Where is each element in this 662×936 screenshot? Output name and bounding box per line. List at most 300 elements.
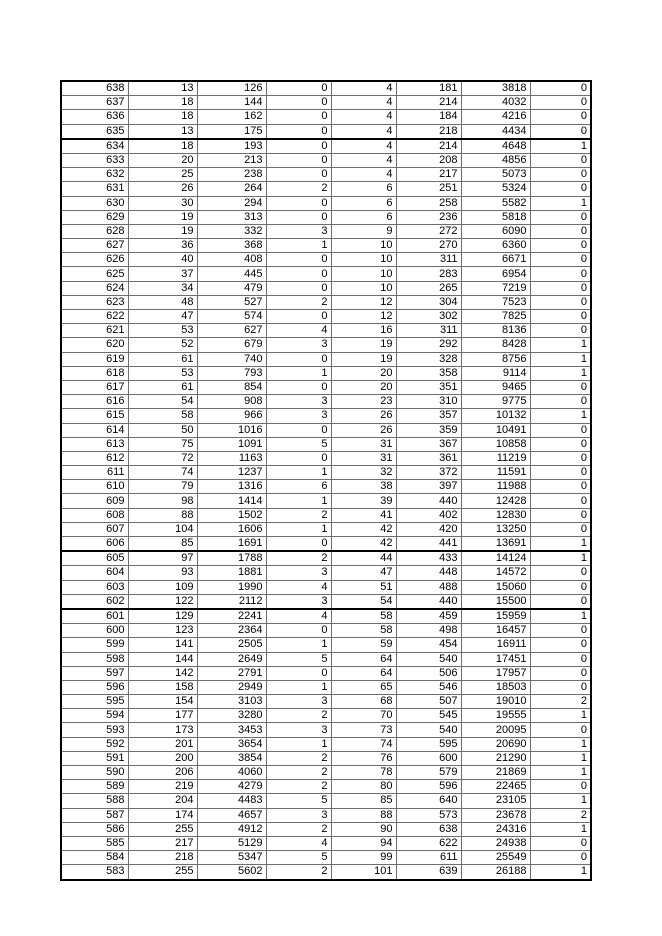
table-cell[interactable]: 1 xyxy=(530,609,591,624)
table-cell[interactable]: 0 xyxy=(530,723,591,737)
table-cell[interactable]: 620 xyxy=(61,338,128,352)
table-cell[interactable]: 26 xyxy=(331,409,396,423)
table-cell[interactable]: 58 xyxy=(128,409,197,423)
table-cell[interactable]: 1 xyxy=(530,551,591,566)
table-cell[interactable]: 479 xyxy=(197,281,266,295)
table-cell[interactable]: 1 xyxy=(530,366,591,380)
table-cell[interactable]: 7523 xyxy=(461,295,530,309)
table-cell[interactable]: 44 xyxy=(331,551,396,566)
table-cell[interactable]: 144 xyxy=(128,652,197,666)
table-cell[interactable]: 14124 xyxy=(461,551,530,566)
table-cell[interactable]: 583 xyxy=(61,865,128,880)
table-cell[interactable]: 3 xyxy=(266,695,331,709)
table-cell[interactable]: 2 xyxy=(266,766,331,780)
table-cell[interactable]: 13 xyxy=(128,81,197,96)
table-cell[interactable]: 636 xyxy=(61,110,128,124)
table-cell[interactable]: 2 xyxy=(266,709,331,723)
table-cell[interactable]: 459 xyxy=(396,609,461,624)
table-cell[interactable]: 4 xyxy=(331,124,396,139)
table-cell[interactable]: 1016 xyxy=(197,423,266,437)
table-cell[interactable]: 174 xyxy=(128,808,197,822)
table-cell[interactable]: 440 xyxy=(396,494,461,508)
table-cell[interactable]: 1 xyxy=(530,537,591,552)
table-cell[interactable]: 68 xyxy=(331,695,396,709)
table-cell[interactable]: 78 xyxy=(331,766,396,780)
table-cell[interactable]: 3 xyxy=(266,723,331,737)
table-cell[interactable]: 614 xyxy=(61,423,128,437)
table-cell[interactable]: 11988 xyxy=(461,480,530,494)
table-cell[interactable]: 310 xyxy=(396,395,461,409)
table-cell[interactable]: 123 xyxy=(128,624,197,638)
table-cell[interactable]: 0 xyxy=(266,168,331,182)
table-cell[interactable]: 440 xyxy=(396,594,461,609)
table-cell[interactable]: 0 xyxy=(530,480,591,494)
table-cell[interactable]: 88 xyxy=(331,808,396,822)
table-cell[interactable]: 6 xyxy=(331,182,396,196)
table-cell[interactable]: 0 xyxy=(530,851,591,865)
table-cell[interactable]: 26188 xyxy=(461,865,530,880)
table-cell[interactable]: 73 xyxy=(331,723,396,737)
table-cell[interactable]: 2364 xyxy=(197,624,266,638)
table-cell[interactable]: 2241 xyxy=(197,609,266,624)
table-cell[interactable]: 2505 xyxy=(197,638,266,652)
table-cell[interactable]: 1 xyxy=(530,196,591,210)
table-cell[interactable]: 2 xyxy=(266,508,331,522)
table-cell[interactable]: 30 xyxy=(128,196,197,210)
table-cell[interactable]: 13691 xyxy=(461,537,530,552)
table-cell[interactable]: 4 xyxy=(266,580,331,594)
table-cell[interactable]: 625 xyxy=(61,267,128,281)
table-cell[interactable]: 6 xyxy=(331,210,396,224)
table-cell[interactable]: 628 xyxy=(61,224,128,238)
table-cell[interactable]: 20 xyxy=(128,153,197,167)
table-cell[interactable]: 154 xyxy=(128,695,197,709)
table-cell[interactable]: 23678 xyxy=(461,808,530,822)
table-cell[interactable]: 1316 xyxy=(197,480,266,494)
table-cell[interactable]: 585 xyxy=(61,836,128,850)
table-cell[interactable]: 618 xyxy=(61,366,128,380)
table-cell[interactable]: 4 xyxy=(266,324,331,338)
table-cell[interactable]: 31 xyxy=(331,451,396,465)
table-cell[interactable]: 621 xyxy=(61,324,128,338)
table-cell[interactable]: 302 xyxy=(396,310,461,324)
table-cell[interactable]: 265 xyxy=(396,281,461,295)
table-cell[interactable]: 0 xyxy=(266,110,331,124)
table-cell[interactable]: 25549 xyxy=(461,851,530,865)
table-cell[interactable]: 0 xyxy=(530,666,591,680)
table-cell[interactable]: 358 xyxy=(396,366,461,380)
table-cell[interactable]: 19 xyxy=(128,224,197,238)
table-cell[interactable]: 4657 xyxy=(197,808,266,822)
table-cell[interactable]: 1237 xyxy=(197,466,266,480)
table-cell[interactable]: 1 xyxy=(266,466,331,480)
table-cell[interactable]: 0 xyxy=(266,281,331,295)
table-cell[interactable]: 85 xyxy=(128,537,197,552)
table-cell[interactable]: 214 xyxy=(396,96,461,110)
table-cell[interactable]: 0 xyxy=(530,253,591,267)
table-cell[interactable]: 0 xyxy=(266,153,331,167)
table-cell[interactable]: 1 xyxy=(530,865,591,880)
table-cell[interactable]: 0 xyxy=(530,182,591,196)
table-cell[interactable]: 1 xyxy=(530,709,591,723)
table-cell[interactable]: 0 xyxy=(530,310,591,324)
table-cell[interactable]: 7219 xyxy=(461,281,530,295)
table-cell[interactable]: 679 xyxy=(197,338,266,352)
table-cell[interactable]: 0 xyxy=(530,624,591,638)
table-cell[interactable]: 527 xyxy=(197,295,266,309)
table-cell[interactable]: 4060 xyxy=(197,766,266,780)
table-cell[interactable]: 854 xyxy=(197,380,266,394)
table-cell[interactable]: 1 xyxy=(266,680,331,694)
table-cell[interactable]: 441 xyxy=(396,537,461,552)
table-cell[interactable]: 12 xyxy=(331,295,396,309)
table-cell[interactable]: 1163 xyxy=(197,451,266,465)
table-cell[interactable]: 1091 xyxy=(197,437,266,451)
table-cell[interactable]: 1 xyxy=(266,522,331,536)
table-cell[interactable]: 10 xyxy=(331,281,396,295)
table-cell[interactable]: 42 xyxy=(331,522,396,536)
table-cell[interactable]: 64 xyxy=(331,666,396,680)
table-cell[interactable]: 5129 xyxy=(197,836,266,850)
table-cell[interactable]: 1881 xyxy=(197,566,266,580)
table-cell[interactable]: 4434 xyxy=(461,124,530,139)
table-cell[interactable]: 24316 xyxy=(461,822,530,836)
table-cell[interactable]: 74 xyxy=(128,466,197,480)
table-cell[interactable]: 50 xyxy=(128,423,197,437)
table-cell[interactable]: 292 xyxy=(396,338,461,352)
table-cell[interactable]: 98 xyxy=(128,494,197,508)
table-cell[interactable]: 596 xyxy=(396,780,461,794)
table-cell[interactable]: 4 xyxy=(331,168,396,182)
table-cell[interactable]: 0 xyxy=(530,638,591,652)
table-cell[interactable]: 589 xyxy=(61,780,128,794)
table-cell[interactable]: 966 xyxy=(197,409,266,423)
table-cell[interactable]: 20690 xyxy=(461,737,530,751)
table-cell[interactable]: 26 xyxy=(128,182,197,196)
table-cell[interactable]: 634 xyxy=(61,139,128,154)
table-cell[interactable]: 1 xyxy=(530,409,591,423)
table-cell[interactable]: 4032 xyxy=(461,96,530,110)
table-cell[interactable]: 16457 xyxy=(461,624,530,638)
table-cell[interactable]: 201 xyxy=(128,737,197,751)
table-cell[interactable]: 611 xyxy=(396,851,461,865)
table-cell[interactable]: 368 xyxy=(197,239,266,253)
table-cell[interactable]: 627 xyxy=(197,324,266,338)
table-cell[interactable]: 488 xyxy=(396,580,461,594)
table-cell[interactable]: 16 xyxy=(331,324,396,338)
table-cell[interactable]: 0 xyxy=(530,680,591,694)
table-cell[interactable]: 6090 xyxy=(461,224,530,238)
table-cell[interactable]: 51 xyxy=(331,580,396,594)
table-cell[interactable]: 20 xyxy=(331,366,396,380)
table-cell[interactable]: 908 xyxy=(197,395,266,409)
table-cell[interactable]: 236 xyxy=(396,210,461,224)
table-cell[interactable]: 11219 xyxy=(461,451,530,465)
table-cell[interactable]: 40 xyxy=(128,253,197,267)
table-cell[interactable]: 2 xyxy=(266,295,331,309)
table-cell[interactable]: 0 xyxy=(530,423,591,437)
table-cell[interactable]: 0 xyxy=(266,210,331,224)
table-cell[interactable]: 93 xyxy=(128,566,197,580)
table-cell[interactable]: 397 xyxy=(396,480,461,494)
table-cell[interactable]: 47 xyxy=(331,566,396,580)
table-cell[interactable]: 15060 xyxy=(461,580,530,594)
table-cell[interactable]: 218 xyxy=(396,124,461,139)
table-cell[interactable]: 311 xyxy=(396,253,461,267)
table-cell[interactable]: 1788 xyxy=(197,551,266,566)
table-cell[interactable]: 0 xyxy=(266,537,331,552)
table-cell[interactable]: 607 xyxy=(61,522,128,536)
table-cell[interactable]: 402 xyxy=(396,508,461,522)
table-cell[interactable]: 104 xyxy=(128,522,197,536)
table-cell[interactable]: 599 xyxy=(61,638,128,652)
table-cell[interactable]: 5 xyxy=(266,652,331,666)
table-cell[interactable]: 623 xyxy=(61,295,128,309)
table-cell[interactable]: 34 xyxy=(128,281,197,295)
table-cell[interactable]: 2 xyxy=(266,182,331,196)
table-cell[interactable]: 9465 xyxy=(461,380,530,394)
table-cell[interactable]: 609 xyxy=(61,494,128,508)
table-cell[interactable]: 1 xyxy=(266,239,331,253)
table-cell[interactable]: 200 xyxy=(128,751,197,765)
table-cell[interactable]: 0 xyxy=(530,508,591,522)
table-cell[interactable]: 408 xyxy=(197,253,266,267)
table-cell[interactable]: 2 xyxy=(266,780,331,794)
table-cell[interactable]: 21290 xyxy=(461,751,530,765)
table-cell[interactable]: 304 xyxy=(396,295,461,309)
table-cell[interactable]: 206 xyxy=(128,766,197,780)
table-cell[interactable]: 214 xyxy=(396,139,461,154)
table-cell[interactable]: 4 xyxy=(331,153,396,167)
table-cell[interactable]: 615 xyxy=(61,409,128,423)
table-cell[interactable]: 0 xyxy=(266,380,331,394)
table-cell[interactable]: 351 xyxy=(396,380,461,394)
table-cell[interactable]: 1 xyxy=(266,638,331,652)
table-cell[interactable]: 635 xyxy=(61,124,128,139)
table-cell[interactable]: 622 xyxy=(396,836,461,850)
table-cell[interactable]: 270 xyxy=(396,239,461,253)
table-cell[interactable]: 238 xyxy=(197,168,266,182)
table-cell[interactable]: 1 xyxy=(530,352,591,366)
table-cell[interactable]: 12830 xyxy=(461,508,530,522)
table-cell[interactable]: 3 xyxy=(266,338,331,352)
table-cell[interactable]: 97 xyxy=(128,551,197,566)
table-cell[interactable]: 0 xyxy=(530,81,591,96)
table-cell[interactable]: 80 xyxy=(331,780,396,794)
table-cell[interactable]: 4 xyxy=(266,836,331,850)
table-cell[interactable]: 193 xyxy=(197,139,266,154)
table-cell[interactable]: 640 xyxy=(396,794,461,808)
table-cell[interactable]: 6 xyxy=(331,196,396,210)
table-cell[interactable]: 272 xyxy=(396,224,461,238)
table-cell[interactable]: 22465 xyxy=(461,780,530,794)
table-cell[interactable]: 601 xyxy=(61,609,128,624)
table-cell[interactable]: 4 xyxy=(331,110,396,124)
table-cell[interactable]: 18 xyxy=(128,96,197,110)
table-cell[interactable]: 173 xyxy=(128,723,197,737)
table-cell[interactable]: 0 xyxy=(530,652,591,666)
table-cell[interactable]: 0 xyxy=(530,224,591,238)
table-cell[interactable]: 592 xyxy=(61,737,128,751)
table-cell[interactable]: 13 xyxy=(128,124,197,139)
table-cell[interactable]: 0 xyxy=(530,522,591,536)
table-cell[interactable]: 0 xyxy=(530,324,591,338)
table-cell[interactable]: 54 xyxy=(128,395,197,409)
table-cell[interactable]: 3 xyxy=(266,566,331,580)
table-cell[interactable]: 1 xyxy=(530,338,591,352)
table-cell[interactable]: 584 xyxy=(61,851,128,865)
table-cell[interactable]: 617 xyxy=(61,380,128,394)
table-cell[interactable]: 0 xyxy=(530,295,591,309)
table-cell[interactable]: 361 xyxy=(396,451,461,465)
table-cell[interactable]: 75 xyxy=(128,437,197,451)
table-cell[interactable]: 4 xyxy=(266,609,331,624)
table-cell[interactable]: 5347 xyxy=(197,851,266,865)
table-cell[interactable]: 8428 xyxy=(461,338,530,352)
table-cell[interactable]: 0 xyxy=(266,81,331,96)
table-cell[interactable]: 181 xyxy=(396,81,461,96)
table-cell[interactable]: 328 xyxy=(396,352,461,366)
table-cell[interactable]: 37 xyxy=(128,267,197,281)
table-cell[interactable]: 7825 xyxy=(461,310,530,324)
table-cell[interactable]: 15959 xyxy=(461,609,530,624)
table-cell[interactable]: 605 xyxy=(61,551,128,566)
table-cell[interactable]: 251 xyxy=(396,182,461,196)
table-cell[interactable]: 142 xyxy=(128,666,197,680)
table-cell[interactable]: 619 xyxy=(61,352,128,366)
table-cell[interactable]: 218 xyxy=(128,851,197,865)
table-cell[interactable]: 0 xyxy=(530,780,591,794)
table-cell[interactable]: 52 xyxy=(128,338,197,352)
table-cell[interactable]: 0 xyxy=(266,352,331,366)
table-cell[interactable]: 53 xyxy=(128,366,197,380)
table-cell[interactable]: 602 xyxy=(61,594,128,609)
table-cell[interactable]: 629 xyxy=(61,210,128,224)
table-cell[interactable]: 600 xyxy=(396,751,461,765)
table-cell[interactable]: 603 xyxy=(61,580,128,594)
table-cell[interactable]: 5324 xyxy=(461,182,530,196)
table-cell[interactable]: 217 xyxy=(128,836,197,850)
table-cell[interactable]: 632 xyxy=(61,168,128,182)
table-cell[interactable]: 4216 xyxy=(461,110,530,124)
table-cell[interactable]: 0 xyxy=(530,594,591,609)
table-cell[interactable]: 595 xyxy=(61,695,128,709)
table-cell[interactable]: 264 xyxy=(197,182,266,196)
table-cell[interactable]: 1 xyxy=(266,737,331,751)
table-cell[interactable]: 332 xyxy=(197,224,266,238)
table-cell[interactable]: 0 xyxy=(530,494,591,508)
table-cell[interactable]: 0 xyxy=(266,624,331,638)
table-cell[interactable]: 3 xyxy=(266,594,331,609)
table-cell[interactable]: 94 xyxy=(331,836,396,850)
table-cell[interactable]: 638 xyxy=(396,822,461,836)
table-cell[interactable]: 144 xyxy=(197,96,266,110)
table-cell[interactable]: 90 xyxy=(331,822,396,836)
table-cell[interactable]: 793 xyxy=(197,366,266,380)
table-cell[interactable]: 31 xyxy=(331,437,396,451)
table-cell[interactable]: 3854 xyxy=(197,751,266,765)
table-cell[interactable]: 10 xyxy=(331,239,396,253)
table-cell[interactable]: 588 xyxy=(61,794,128,808)
table-cell[interactable]: 19 xyxy=(331,338,396,352)
table-cell[interactable]: 141 xyxy=(128,638,197,652)
table-cell[interactable]: 546 xyxy=(396,680,461,694)
table-cell[interactable]: 258 xyxy=(396,196,461,210)
table-cell[interactable]: 184 xyxy=(396,110,461,124)
table-cell[interactable]: 540 xyxy=(396,723,461,737)
table-cell[interactable]: 1502 xyxy=(197,508,266,522)
table-cell[interactable]: 357 xyxy=(396,409,461,423)
table-cell[interactable]: 616 xyxy=(61,395,128,409)
table-cell[interactable]: 0 xyxy=(530,239,591,253)
table-cell[interactable]: 23 xyxy=(331,395,396,409)
table-cell[interactable]: 13250 xyxy=(461,522,530,536)
table-cell[interactable]: 0 xyxy=(266,96,331,110)
table-cell[interactable]: 6954 xyxy=(461,267,530,281)
table-cell[interactable]: 0 xyxy=(530,110,591,124)
table-cell[interactable]: 217 xyxy=(396,168,461,182)
table-cell[interactable]: 593 xyxy=(61,723,128,737)
table-cell[interactable]: 1 xyxy=(266,366,331,380)
table-cell[interactable]: 612 xyxy=(61,451,128,465)
table-cell[interactable]: 255 xyxy=(128,822,197,836)
table-cell[interactable]: 1691 xyxy=(197,537,266,552)
table-cell[interactable]: 9775 xyxy=(461,395,530,409)
table-cell[interactable]: 1414 xyxy=(197,494,266,508)
table-cell[interactable]: 0 xyxy=(530,437,591,451)
table-cell[interactable]: 4912 xyxy=(197,822,266,836)
table-cell[interactable]: 606 xyxy=(61,537,128,552)
table-cell[interactable]: 99 xyxy=(331,851,396,865)
table-cell[interactable]: 19 xyxy=(331,352,396,366)
table-cell[interactable]: 3453 xyxy=(197,723,266,737)
table-cell[interactable]: 595 xyxy=(396,737,461,751)
table-cell[interactable]: 18 xyxy=(128,110,197,124)
table-cell[interactable]: 2949 xyxy=(197,680,266,694)
table-cell[interactable]: 507 xyxy=(396,695,461,709)
table-cell[interactable]: 204 xyxy=(128,794,197,808)
table-cell[interactable]: 372 xyxy=(396,466,461,480)
table-cell[interactable]: 32 xyxy=(331,466,396,480)
table-cell[interactable]: 608 xyxy=(61,508,128,522)
table-cell[interactable]: 3 xyxy=(266,409,331,423)
table-cell[interactable]: 88 xyxy=(128,508,197,522)
table-cell[interactable]: 637 xyxy=(61,96,128,110)
table-cell[interactable]: 0 xyxy=(530,451,591,465)
table-cell[interactable]: 624 xyxy=(61,281,128,295)
table-cell[interactable]: 11591 xyxy=(461,466,530,480)
table-cell[interactable]: 294 xyxy=(197,196,266,210)
table-cell[interactable]: 639 xyxy=(396,865,461,880)
table-cell[interactable]: 4483 xyxy=(197,794,266,808)
table-cell[interactable]: 23105 xyxy=(461,794,530,808)
table-cell[interactable]: 18503 xyxy=(461,680,530,694)
table-cell[interactable]: 2791 xyxy=(197,666,266,680)
table-cell[interactable]: 58 xyxy=(331,624,396,638)
table-cell[interactable]: 573 xyxy=(396,808,461,822)
table-cell[interactable]: 126 xyxy=(197,81,266,96)
table-cell[interactable]: 14572 xyxy=(461,566,530,580)
table-cell[interactable]: 24938 xyxy=(461,836,530,850)
table-cell[interactable]: 0 xyxy=(530,153,591,167)
table-cell[interactable]: 631 xyxy=(61,182,128,196)
table-cell[interactable]: 64 xyxy=(331,652,396,666)
table-cell[interactable]: 61 xyxy=(128,380,197,394)
table-cell[interactable]: 10 xyxy=(331,253,396,267)
table-cell[interactable]: 740 xyxy=(197,352,266,366)
table-cell[interactable]: 3 xyxy=(266,808,331,822)
table-cell[interactable]: 19010 xyxy=(461,695,530,709)
